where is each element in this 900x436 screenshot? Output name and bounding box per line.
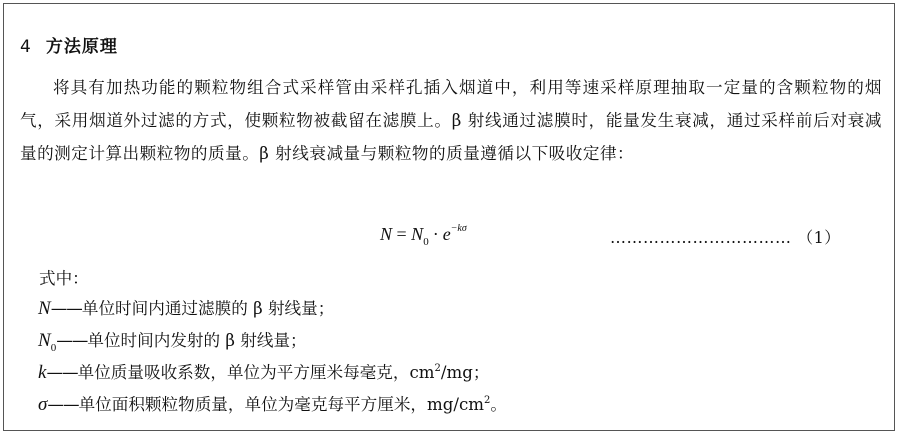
section-heading — [20, 32, 118, 57]
section-title: 方法原理 — [45, 37, 118, 57]
symbol-definitions — [38, 295, 507, 423]
definition-row: σ——单位面积颗粒物质量，单位为毫克每平方厘米，$mg/cm^2$。 — [38, 394, 507, 415]
equation-number-leader: …………………………… （1） — [610, 228, 841, 247]
definition-text: 单位质量吸收系数，单位为平方厘米每毫克，cm — [77, 363, 435, 382]
dash: —— — [50, 299, 82, 318]
formula-dot: · — [432, 224, 439, 244]
definition-row — [38, 295, 507, 327]
definition-row — [38, 327, 507, 359]
formula-e: e — [442, 224, 451, 244]
definition-text: 单位面积颗粒物质量，单位为毫克每平方厘米，mg/cm — [78, 395, 485, 414]
definition-row: k——单位质量吸收系数，单位为平方厘米每毫克，$cm^2/mg$； — [38, 362, 490, 383]
dash: —— — [46, 363, 78, 382]
definition-text: 单位时间内发射的 β 射线量； — [87, 331, 307, 350]
symbol: k — [38, 362, 47, 383]
section-number: 4 — [20, 37, 32, 57]
unit-superscript: 2 — [484, 395, 491, 406]
formula-equals: = — [396, 224, 407, 244]
formula-exponent: −kσ — [450, 223, 467, 234]
formula-n0: $N_0$ — [411, 224, 429, 248]
where-label: 式中： — [39, 269, 89, 288]
dash: —— — [47, 395, 79, 414]
document-page — [3, 3, 895, 431]
unit-superscript: 2 — [434, 363, 441, 374]
body-paragraph: 将具有加热功能的颗粒物组合式采样管由采样孔插入烟道中，利用等速采样原理抽取一定量的含颗粒物的烟气，采用烟道外过滤的方式，使颗粒物被截留在滤膜上。β 射线通过滤膜时，能量发生衰减，通过采样前后对衰减量的测定计算出颗粒物的质量。β 射线衰减量与颗粒物的质量遵循以下吸收定律： — [20, 78, 882, 163]
dash: —— — [56, 331, 88, 350]
symbol: σ — [38, 394, 48, 415]
symbol: $N_0$ — [38, 330, 57, 354]
definition-text: 单位时间内通过滤膜的 β 射线量； — [81, 299, 335, 318]
symbol: N — [38, 298, 51, 319]
absorption-law-formula — [380, 223, 467, 248]
formula-lhs: N — [380, 224, 393, 244]
